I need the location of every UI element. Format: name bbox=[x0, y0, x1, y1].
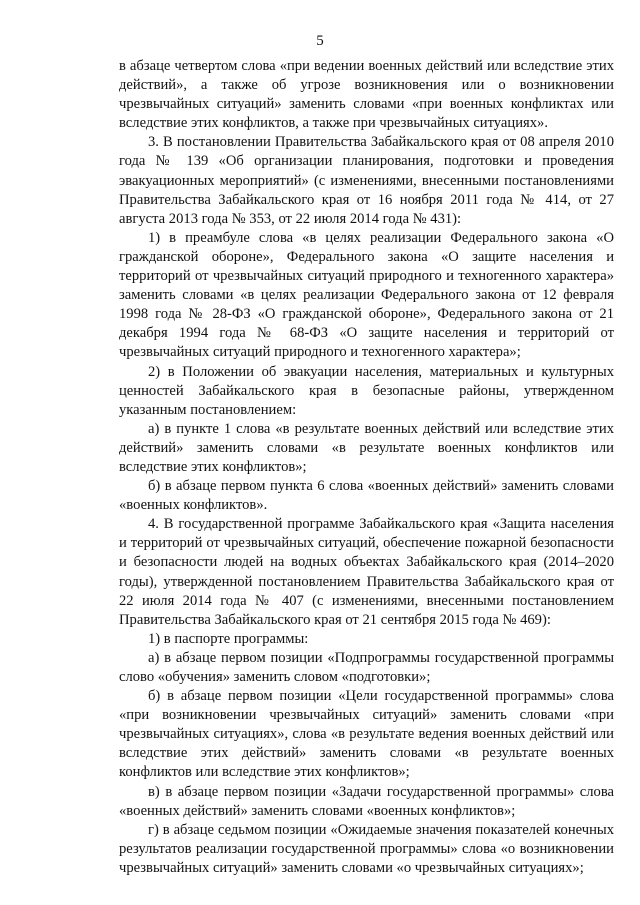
paragraph-continuation: в абзаце четвертом слова «при ведении военных действий или вследствие этих действий», а также об угрозе возникновения или о возникновении чрезвычайных ситуаций» заменить словами «при военных конфликтах или вследствие этих конфликтов, а также при чрезвычайных ситуациях». bbox=[119, 58, 614, 132]
paragraph-subitem-3-2: 2) в Положении об эвакуации населения, материальных и культурных ценностей Забайкальского края в безопасные районы, утвержденном указанным постановлением: bbox=[119, 363, 614, 418]
paragraph-subitem-4-1-b: б) в абзаце первом позиции «Цели государственной программы» слова «при возникновении чрезвычайных ситуаций» заменить словами «при чрезвычайных ситуациях», слова «в результате ведения военных действий или вследствие этих действий» заменить словами «в результате военных конфликтов или вследствие этих конфликтов»; bbox=[119, 688, 614, 781]
page-number: 5 bbox=[316, 33, 324, 49]
paragraph-subitem-4-1-a: а) в абзаце первом позиции «Подпрограммы государственной программы слово «обучения» заменить словом «подготовки»; bbox=[119, 649, 614, 685]
document-body bbox=[119, 57, 614, 878]
paragraph-subitem-4-1-v: в) в абзаце первом позиции «Задачи государственной программы» слова «военных действий» заменить словами «военных конфликтов»; bbox=[119, 783, 614, 819]
paragraph-subitem-3-1: 1) в преамбуле слова «в целях реализации Федерального закона «О гражданской обороне», Федерального закона «О защите населения и территорий от чрезвычайных ситуаций природного и техногенного характера» заменить словами «в целях реализации Федерального закона от 12 февраля 1998 года № 28-ФЗ «О гражданской обороне», Федерального закона от 21 декабря 1994 года № 68-ФЗ «О защите населения и территорий от чрезвычайных ситуаций природного и техногенного характера»; bbox=[119, 229, 614, 361]
paragraph-subitem-3-2-b: б) в абзаце первом пункта 6 слова «военных действий» заменить словами «военных конфликтов». bbox=[119, 478, 614, 514]
paragraph-subitem-4-1: 1) в паспорте программы: bbox=[148, 630, 309, 647]
paragraph-subitem-3-2-a: а) в пункте 1 слова «в результате военных действий или вследствие этих действий» заменить словами «в результате военных конфликтов или вследствие этих конфликтов»; bbox=[119, 420, 614, 475]
paragraph-item-3: 3. В постановлении Правительства Забайкальского края от 08 апреля 2010 года № 139 «Об организации планирования, подготовки и проведения эвакуационных мероприятий» (с изменениями, внесенными постановлениями Правительства Забайкальского края от 16 ноября 2011 года № 414, от 27 августа 2013 года № 353, от 22 июля 2014 года № 431): bbox=[119, 134, 614, 227]
paragraph-item-4: 4. В государственной программе Забайкальского края «Защита населения и территорий от чрезвычайных ситуаций, обеспечение пожарной безопасности и безопасности людей на водных объектах Забайкальского края (2014–2020 годы), утвержденной постановлением Правительства Забайкальского края от 22 июля 2014 года № 407 (с изменениями, внесенными постановлением Правительства Забайкальского края от 21 сентября 2015 года № 469): bbox=[119, 516, 614, 628]
paragraph-subitem-4-1-g: г) в абзаце седьмом позиции «Ожидаемые значения показателей конечных результатов реализации государственной программы» слова «о возникновении чрезвычайных ситуаций» заменить словами «о чрезвычайных ситуациях»; bbox=[119, 821, 614, 876]
